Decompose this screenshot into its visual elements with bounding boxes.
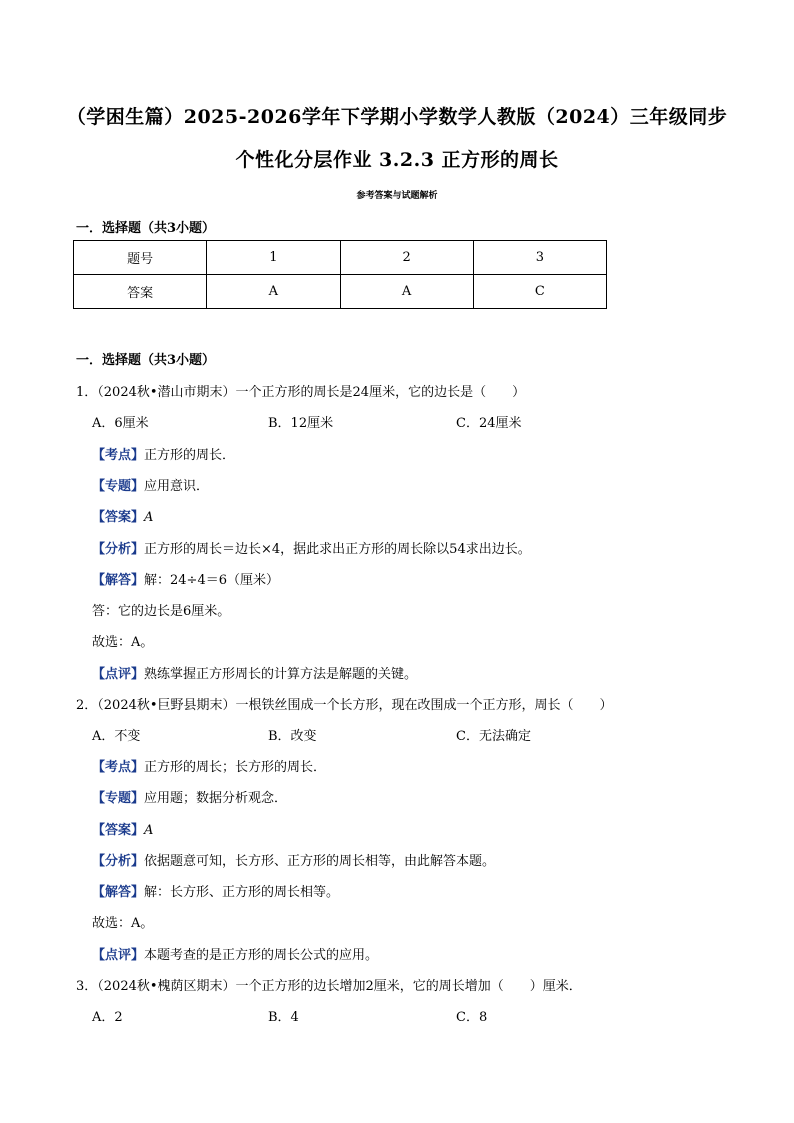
question-3-option-a: A．2 (92, 1010, 123, 1025)
question-2-fenxi (92, 850, 495, 869)
table-cell: A (340, 275, 473, 309)
question-2-choice-line: 故选：A。 (92, 916, 154, 931)
question-2-daan (92, 819, 153, 838)
answer-table (73, 240, 607, 309)
question-1-dianping (92, 663, 417, 682)
kaodian-label: 【考点】 (92, 760, 145, 775)
fenxi-text: 依据题意可知，长方形、正方形的周长相等，由此解答本题。 (144, 854, 496, 869)
question-2-option-a: A．不变 (92, 729, 141, 744)
table-cell: 2 (340, 241, 473, 275)
question-1-option-b: B．12厘米 (268, 416, 334, 431)
dianping-text: 本题考查的是正方形的周长公式的应用。 (144, 948, 379, 963)
table-cell: 1 (207, 241, 340, 275)
daan-label: 【答案】 (92, 823, 145, 838)
daan-text: A (144, 510, 154, 525)
question-2-dianping (92, 944, 378, 963)
question-1-option-a: A．6厘米 (92, 416, 149, 431)
jieda-label: 【解答】 (92, 573, 145, 588)
jieda-text: 解：长方形、正方形的周长相等。 (144, 885, 340, 900)
document-title-line-2: 个性化分层作业 3.2.3 正方形的周长 (235, 149, 559, 171)
kaodian-label: 【考点】 (92, 448, 145, 463)
zhuanti-label: 【专题】 (92, 791, 145, 806)
dianping-text: 熟练掌握正方形周长的计算方法是解题的关键。 (144, 667, 418, 682)
dianping-label: 【点评】 (92, 667, 145, 682)
zhuanti-text: 应用意识． (144, 479, 210, 494)
question-2-option-b: B．改变 (268, 729, 317, 744)
question-1-choice-line: 故选：A。 (92, 635, 154, 650)
question-2-option-c: C．无法确定 (456, 729, 531, 744)
question-1-zhuanti (92, 475, 209, 494)
zhuanti-label: 【专题】 (92, 479, 145, 494)
question-1-fenxi (92, 538, 531, 557)
fenxi-label: 【分析】 (92, 854, 145, 869)
answer-table-header-row (74, 241, 607, 275)
question-2-kaodian (92, 756, 326, 775)
question-2-stem: 2．（2024秋•巨野县期末）一根铁丝围成一个长方形，现在改围成一个正方形，周长（ ） (76, 698, 613, 713)
question-1-daan (92, 506, 153, 525)
jieda-label: 【解答】 (92, 885, 145, 900)
kaodian-text: 正方形的周长． (144, 448, 236, 463)
question-1-stem: 1．（2024秋•潜山市期末）一个正方形的周长是24厘米，它的边长是（ ） (76, 385, 526, 400)
table-cell: A (207, 275, 340, 309)
table-cell: 题号 (74, 241, 207, 275)
question-3-option-c: C．8 (456, 1010, 488, 1025)
question-2-jieda (92, 881, 339, 900)
question-3-stem: 3．（2024秋•槐荫区期末）一个正方形的边长增加2厘米，它的周长增加（ ）厘米． (76, 979, 582, 994)
question-3-option-b: B．4 (268, 1010, 299, 1025)
question-1-jieda (92, 569, 279, 588)
document-title-line-1: （学困生篇）2025-2026学年下学期小学数学人教版（2024）三年级同步 (66, 106, 728, 128)
answer-table-answer-row (74, 275, 607, 309)
question-1-kaodian (92, 444, 235, 463)
answer-section-heading: 一．选择题（共3小题） (76, 221, 216, 236)
daan-label: 【答案】 (92, 510, 145, 525)
detail-section-heading: 一．选择题（共3小题） (76, 353, 216, 368)
jieda-text: 解：24÷4＝6（厘米） (144, 573, 279, 588)
dianping-label: 【点评】 (92, 948, 145, 963)
zhuanti-text: 应用题；数据分析观念． (144, 791, 288, 806)
fenxi-label: 【分析】 (92, 542, 145, 557)
question-2-zhuanti (92, 787, 287, 806)
question-1-answer-line: 答：它的边长是6厘米。 (92, 604, 231, 619)
document-subtitle: 参考答案与试题解析 (356, 191, 438, 201)
table-cell: 答案 (74, 275, 207, 309)
table-cell: C (473, 275, 606, 309)
kaodian-text: 正方形的周长；长方形的周长． (144, 760, 327, 775)
daan-text: A (144, 823, 154, 838)
fenxi-text: 正方形的周长＝边长×4，据此求出正方形的周长除以54求出边长。 (144, 542, 531, 557)
question-1-option-c: C．24厘米 (456, 416, 522, 431)
table-cell: 3 (473, 241, 606, 275)
